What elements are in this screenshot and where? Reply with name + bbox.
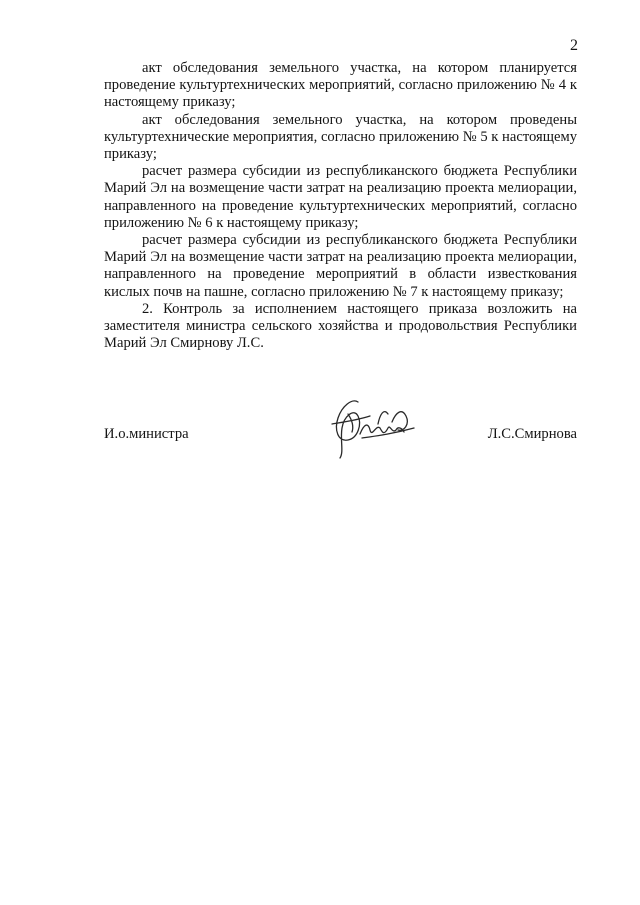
handwritten-signature-icon [318, 394, 422, 462]
paragraph-appendix-4: акт обследования земельного участка, на котором планируется проведение культуртехнических мероприятий, согласно приложению № 4 к настоящему приказу; [104, 60, 577, 111]
signer-name: Л.С.Смирнова [487, 426, 577, 442]
paragraph-control-clause: 2. Контроль за исполнением настоящего приказа возложить на заместителя министра сельского хозяйства и продовольствия Республики Марий Эл Смирнову Л.С. [104, 300, 577, 352]
paragraph-appendix-5: акт обследования земельного участка, на котором проведены культуртехнические мероприятия, согласно приложению № 5 к настоящему приказу; [104, 111, 577, 163]
document-body [104, 60, 577, 352]
paragraph-appendix-6: расчет размера субсидии из республиканского бюджета Республики Марий Эл на возмещение части затрат на реализацию проекта мелиорации, направленного на проведение культуртехнических мероприятий, согласно приложению № 6 к настоящему приказу; [104, 163, 577, 231]
signature-block [104, 422, 577, 462]
paragraph-appendix-7: расчет размера субсидии из республиканского бюджета Республики Марий Эл на возмещение части затрат на реализацию проекта мелиорации, направленного на проведение мероприятий в области известкования кислых почв на пашне, согласно приложению № 7 к настоящему приказу; [104, 232, 577, 300]
page-number: 2 [570, 37, 578, 54]
signer-title: И.о.министра [104, 426, 189, 442]
